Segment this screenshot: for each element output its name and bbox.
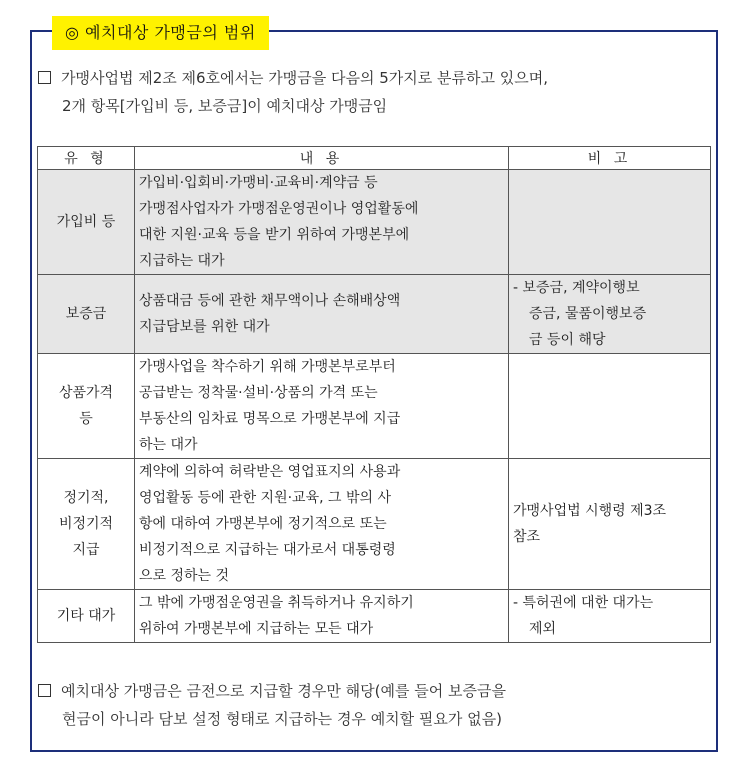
cell-content-line: 그 밖에 가맹점운영권을 취득하거나 유지하기 [139, 595, 414, 611]
cell-note [509, 170, 711, 275]
cell-content [135, 590, 509, 643]
footer-text-1: 예치대상 가맹금은 금전으로 지급할 경우만 해당(예를 들어 보증금을 [61, 682, 506, 700]
table-row [38, 459, 711, 590]
cell-note [509, 459, 711, 590]
cell-note [509, 275, 711, 354]
header-type: 유 형 [38, 147, 135, 170]
cell-note [509, 590, 711, 643]
cell-note-line: 가맹사업법 시행령 제3조 [513, 503, 667, 519]
cell-content-line: 대한 지원·교육 등을 받기 위하여 가맹본부에 [139, 227, 410, 243]
cell-content-line: 하는 대가 [139, 437, 198, 453]
cell-type [38, 590, 135, 643]
cell-content [135, 459, 509, 590]
cell-content-line: 부동산의 임차료 명목으로 가맹본부에 지급 [139, 411, 401, 427]
cell-content-line: 가맹점사업자가 가맹점운영권이나 영업활동에 [139, 201, 419, 217]
cell-note-line: 제외 [529, 621, 557, 637]
cell-note-line: 참조 [513, 529, 541, 545]
intro-line-2: 2개 항목[가입비 등, 보증금]이 예치대상 가맹금임 [62, 97, 388, 115]
table-body [38, 170, 711, 643]
intro-text-1: 가맹사업법 제2조 제6호에서는 가맹금을 다음의 5가지로 분류하고 있으며, [61, 69, 548, 87]
checkbox-square-icon [38, 684, 51, 697]
cell-type-line: 정기적, [63, 490, 109, 506]
cell-type-line: 보증금 [65, 306, 107, 322]
cell-type-line: 지급 [72, 542, 100, 558]
cell-content [135, 170, 509, 275]
table-row [38, 170, 711, 275]
intro-paragraph [38, 64, 716, 120]
cell-content-line: 항에 대하여 가맹본부에 정기적으로 또는 [139, 516, 387, 532]
cell-content-line: 계약에 의하여 허락받은 영업표지의 사용과 [139, 464, 401, 480]
cell-note-line: - 보증금, 계약이행보 [513, 280, 640, 296]
intro-line-1 [38, 64, 716, 92]
cell-content-line: 공급받는 정착물·설비·상품의 가격 또는 [139, 385, 378, 401]
cell-content [135, 275, 509, 354]
cell-content-line: 으로 정하는 것 [139, 568, 230, 584]
table-row [38, 590, 711, 643]
franchise-fee-table [37, 146, 711, 643]
table-row [38, 354, 711, 459]
cell-type-line: 상품가격 [58, 385, 114, 401]
cell-note-line: 증금, 물품이행보증 [529, 306, 647, 322]
cell-type [38, 275, 135, 354]
cell-type-line: 가입비 등 [56, 214, 116, 230]
cell-type [38, 354, 135, 459]
cell-content-line: 지급하는 대가 [139, 253, 225, 269]
cell-type-line: 등 [79, 411, 93, 427]
cell-type-line: 비정기적 [58, 516, 114, 532]
table-header-row [38, 147, 711, 170]
checkbox-square-icon [38, 71, 51, 84]
footer-paragraph [38, 677, 716, 733]
footer-line-2: 현금이 아니라 담보 설정 형태로 지급하는 경우 예치할 필요가 없음) [62, 710, 502, 728]
cell-content-line: 가입비·입회비·가맹비·교육비·계약금 등 [139, 175, 378, 191]
cell-note [509, 354, 711, 459]
cell-content-line: 영업활동 등에 관한 지원·교육, 그 밖의 사 [139, 490, 391, 506]
section-title: ◎ 예치대상 가맹금의 범위 [52, 16, 269, 50]
header-note: 비 고 [509, 147, 711, 170]
cell-type [38, 459, 135, 590]
footer-line-1 [38, 677, 716, 705]
cell-content-line: 비정기적으로 지급하는 대가로서 대통령령 [139, 542, 396, 558]
cell-content-line: 위하여 가맹본부에 지급하는 모든 대가 [139, 621, 374, 637]
cell-content-line: 지급담보를 위한 대가 [139, 319, 270, 335]
cell-type [38, 170, 135, 275]
cell-note-line: - 특허권에 대한 대가는 [513, 595, 654, 611]
table-row [38, 275, 711, 354]
cell-type-line: 기타 대가 [56, 608, 116, 624]
cell-note-line: 금 등이 해당 [529, 332, 606, 348]
cell-content-line: 상품대금 등에 관한 채무액이나 손해배상액 [139, 293, 401, 309]
cell-content-line: 가맹사업을 착수하기 위해 가맹본부로부터 [139, 359, 396, 375]
header-content: 내 용 [135, 147, 509, 170]
cell-content [135, 354, 509, 459]
